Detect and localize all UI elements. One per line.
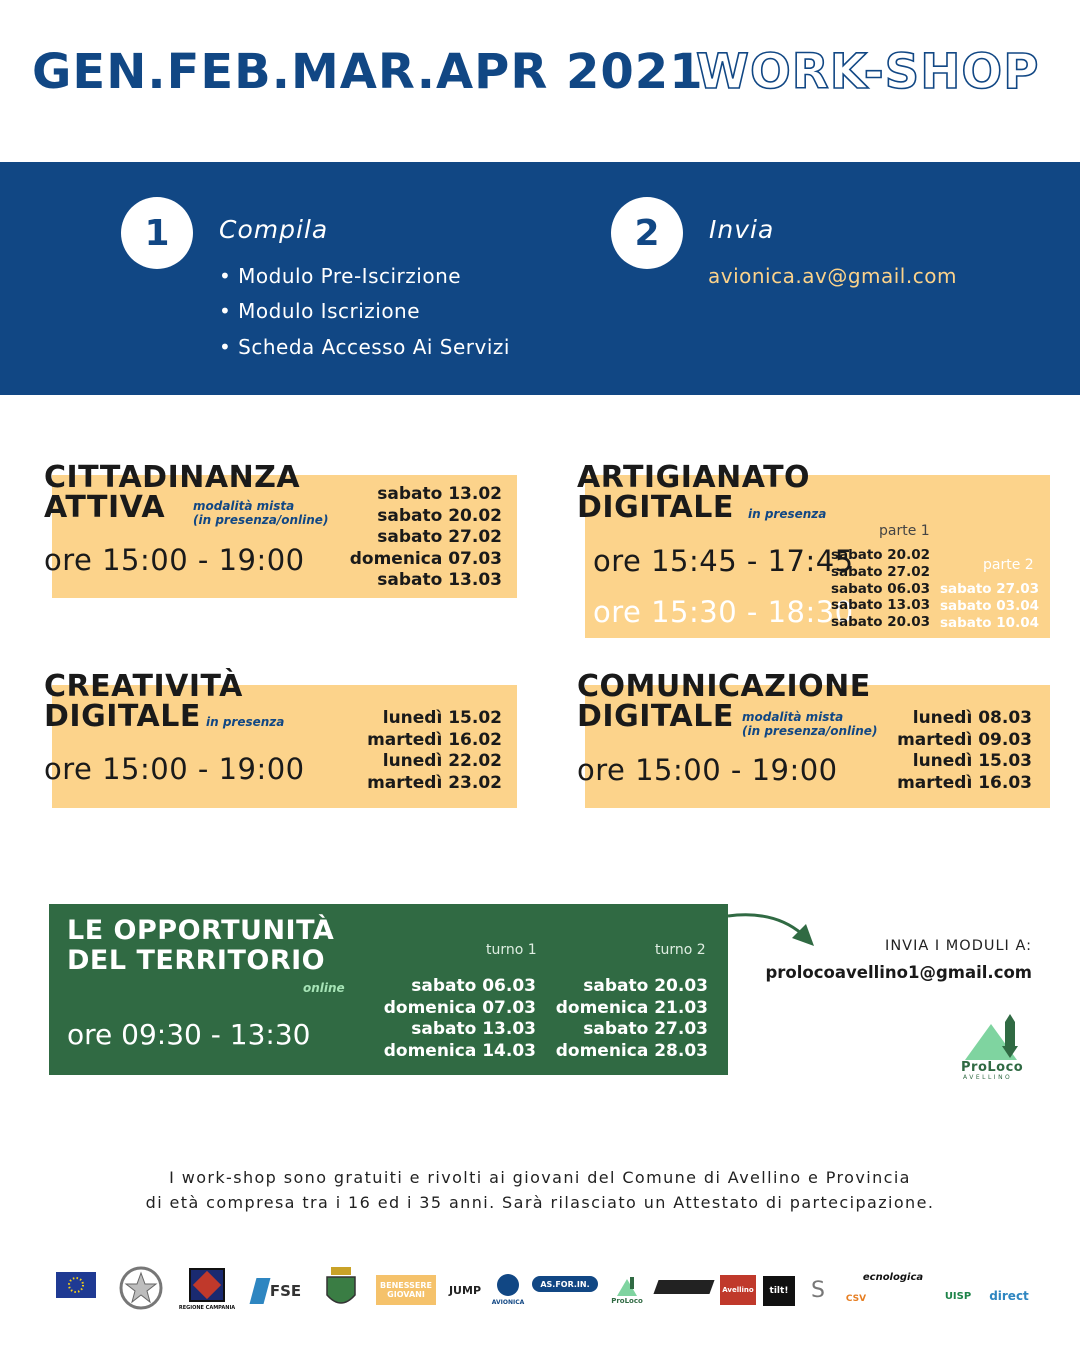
step2-email-link[interactable]: avionica.av@gmail.com — [708, 264, 957, 288]
date-item: sabato 13.03 — [377, 570, 502, 591]
territorio-turno1-label: turno 1 — [486, 942, 537, 958]
workshop-artigianato-part1-label: parte 1 — [879, 523, 930, 539]
date-item: martedì 23.02 — [367, 772, 502, 793]
workshop-comunicazione-title-line1: COMUNICAZIONE — [577, 669, 871, 704]
date-item: sabato 06.03 — [411, 976, 536, 996]
avionica-face-icon — [497, 1274, 519, 1296]
arrow-right-icon — [724, 908, 824, 952]
date-item: sabato 13.03 — [830, 597, 930, 614]
avellino-red-logo: Avellino — [720, 1275, 756, 1305]
star-emblem-icon — [119, 1265, 163, 1311]
workshop-cittadinanza-hours: ore 15:00 - 19:00 — [44, 543, 305, 577]
step1-title: Compila — [219, 215, 329, 244]
workshop-comunicazione-title-line2: DIGITALE — [577, 699, 734, 734]
csv-logo: CSV — [845, 1293, 867, 1304]
workshop-creativita-dates — [367, 708, 502, 794]
workshop-creativita-mode: in presenza — [206, 715, 285, 729]
date-item: martedì 09.03 — [897, 729, 1032, 750]
step1-item-3: • Scheda Accesso Ai Servizi — [219, 335, 510, 359]
eu-flag-logo — [56, 1272, 96, 1298]
date-item: domenica 28.03 — [555, 1040, 708, 1061]
step2-number-badge: 2 — [611, 197, 683, 269]
date-item: sabato 27.03 — [583, 1019, 708, 1040]
workshop-creativita-title-line2: DIGITALE — [44, 699, 201, 734]
workshop-artigianato-title-line2: DIGITALE — [577, 490, 734, 525]
coat-of-arms-icon — [323, 1265, 359, 1313]
tilt-logo: tilt! — [763, 1276, 795, 1306]
date-item: sabato 13.03 — [411, 1019, 536, 1040]
territorio-title-line1: LE OPPORTUNITÀ — [67, 915, 335, 946]
regione-campania-logo: REGIONE CAMPANIA — [184, 1267, 230, 1313]
step1-item-1: • Modulo Pre-Iscirzione — [219, 264, 462, 288]
workshop-comunicazione-hours: ore 15:00 - 19:00 — [577, 753, 838, 787]
italian-republic-emblem-logo — [118, 1264, 164, 1312]
territorio-turno2-label: turno 2 — [655, 942, 706, 958]
avellino-coat-of-arms-logo — [322, 1264, 360, 1314]
send-modules-label: INVIA I MODULI A: — [885, 938, 1032, 954]
date-item: sabato 20.02 — [377, 505, 502, 526]
date-item: sabato 20.03 — [830, 614, 930, 631]
date-item: lunedì 22.02 — [382, 751, 502, 772]
workshop-cittadinanza-mode-line1: modalità mista — [193, 499, 295, 513]
territorio-mode: online — [303, 981, 345, 995]
asforin-logo: AS.FOR.IN. — [532, 1276, 598, 1292]
workshop-comunicazione-mode-line2: (in presenza/online) — [742, 724, 878, 738]
date-item: sabato 27.02 — [830, 563, 930, 580]
avionica-logo: AVIONICA — [490, 1270, 526, 1310]
date-item: sabato 13.02 — [377, 484, 502, 504]
date-item: sabato 20.03 — [583, 976, 708, 996]
tecnologica-logo: ecnologica — [862, 1271, 924, 1283]
date-item: sabato 20.02 — [830, 547, 930, 563]
date-item: lunedì 15.02 — [382, 708, 502, 728]
page-title: GEN.FEB.MAR.APR 2021 — [32, 44, 704, 100]
date-item: sabato 27.02 — [377, 527, 502, 548]
proloco-logo-text: ProLoco — [961, 1060, 1024, 1075]
uisp-logo: UISP — [944, 1290, 972, 1302]
workshop-artigianato-hours2: ore 15:30 - 18:30 — [593, 595, 854, 629]
step1-item-2: • Modulo Iscrizione — [219, 299, 421, 323]
territorio-turno2-dates — [556, 976, 708, 1062]
proloco-logo — [955, 1012, 1031, 1084]
date-item: lunedì 15.03 — [912, 751, 1032, 772]
workshop-cittadinanza-title-line1: CITTADINANZA — [44, 460, 301, 495]
send-modules-email-link[interactable]: prolocoavellino1@gmail.com — [765, 963, 1032, 982]
date-item: sabato 27.03 — [939, 581, 1039, 597]
direct-logo: direct — [989, 1288, 1029, 1303]
workshop-cittadinanza-dates — [350, 484, 502, 592]
proloco-mountain-icon — [955, 1012, 1031, 1062]
workshop-artigianato-part1-dates — [831, 547, 930, 631]
date-item: domenica 07.03 — [383, 997, 536, 1018]
date-item: domenica 07.03 — [349, 548, 502, 569]
workshop-creativita-title-line1: CREATIVITÀ — [44, 669, 243, 704]
workshop-cittadinanza-mode-line2: (in presenza/online) — [193, 513, 329, 527]
benessere-giovani-logo: BENESSERE GIOVANI — [376, 1275, 436, 1305]
date-item: domenica 14.03 — [383, 1040, 536, 1061]
workshop-comunicazione-dates — [897, 708, 1032, 794]
date-item: martedì 16.03 — [897, 772, 1032, 793]
eu-stars-icon — [64, 1275, 88, 1295]
workshop-creativita-hours: ore 15:00 - 19:00 — [44, 752, 305, 786]
date-item: sabato 10.04 — [939, 614, 1039, 631]
page-title-outline: WORK-SHOP — [696, 44, 1040, 100]
workshop-artigianato-hours1: ore 15:45 - 17:45 — [593, 544, 854, 578]
jump-logo: JUMP — [448, 1283, 482, 1297]
date-item: domenica 21.03 — [555, 997, 708, 1018]
workshop-artigianato-mode: in presenza — [748, 507, 827, 521]
workshop-cittadinanza-title-line2: ATTIVA — [44, 490, 166, 525]
campania-shield-icon — [189, 1268, 225, 1302]
workshop-artigianato-part2-label: parte 2 — [983, 557, 1034, 573]
proloco-small-mountain-icon — [615, 1275, 639, 1297]
date-item: sabato 03.04 — [939, 597, 1039, 614]
enterprise-logo — [653, 1280, 714, 1294]
proloco-logo-subtext: AVELLINO — [963, 1074, 1013, 1081]
workshop-artigianato-part2-dates — [940, 581, 1039, 631]
s-logo: S — [811, 1277, 825, 1303]
footer-text-line1: I work-shop sono gratuiti e rivolti ai giovani del Comune di Avellino e Provincia — [169, 1168, 911, 1187]
fse-logo: FSE — [250, 1272, 304, 1310]
date-item: sabato 06.03 — [830, 580, 930, 597]
step1-number-badge: 1 — [121, 197, 193, 269]
workshop-comunicazione-mode-line1: modalità mista — [742, 710, 844, 724]
proloco-small-logo: ProLoco — [608, 1270, 646, 1310]
territorio-hours: ore 09:30 - 13:30 — [67, 1018, 311, 1051]
date-item: lunedì 08.03 — [912, 708, 1032, 728]
date-item: martedì 16.02 — [367, 729, 502, 750]
territorio-title-line2: DEL TERRITORIO — [67, 945, 326, 976]
step2-title: Invia — [709, 215, 775, 244]
footer-text-line2: di età compresa tra i 16 ed i 35 anni. Sarà rilasciato un Attestato di partecipazione. — [145, 1193, 935, 1212]
workshop-artigianato-title-line1: ARTIGIANATO — [577, 460, 811, 495]
territorio-turno1-dates — [384, 976, 536, 1062]
